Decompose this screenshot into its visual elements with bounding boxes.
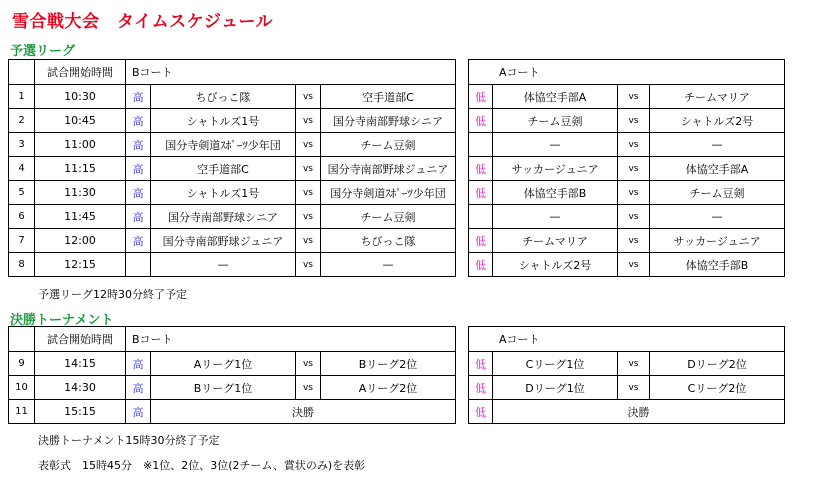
b-team-2: 国分寺剣道ｽﾎﾟｰﾂ少年団 [321,181,456,205]
b-team-1: 国分寺剣道ｽﾎﾟｰﾂ少年団 [151,133,296,157]
vs-label: vs [296,205,321,229]
table-row [9,376,456,400]
vs-label: vs [618,157,650,181]
table-row [9,157,456,181]
start-time: 11:15 [35,157,126,181]
league-end-note: 予選リーグ12時30分終了予定 [38,288,187,301]
match-number: 3 [9,133,35,157]
b-court-mark: 高 [126,229,151,253]
a-court-mark: 低 [469,376,493,400]
final-end-note: 決勝トーナメント15時30分終了予定 [38,434,220,447]
table-row [9,205,456,229]
start-time: 14:15 [35,352,126,376]
a-team-2: — [650,133,785,157]
b-team-1: 空手道部C [151,157,296,181]
a-team-2: サッカージュニア [650,229,785,253]
b-team-2: — [321,253,456,277]
vs-label: vs [618,229,650,253]
vs-label: vs [296,109,321,133]
a-team-2: 体協空手部A [650,157,785,181]
a-court-header: Aコート [469,60,785,85]
table-row [9,109,456,133]
a-team-1: チームマリア [493,229,618,253]
a-court-mark [469,205,493,229]
a-team-2: チームマリア [650,85,785,109]
league-a-table [468,59,785,277]
a-team-1: 体協空手部A [493,85,618,109]
b-court-mark: 高 [126,157,151,181]
vs-label: vs [296,229,321,253]
a-team-1: チーム豆剣 [493,109,618,133]
start-time: 11:30 [35,181,126,205]
vs-label: vs [296,157,321,181]
b-team-2: チーム豆剣 [321,205,456,229]
vs-label: vs [618,133,650,157]
match-number: 7 [9,229,35,253]
b-team-2: ちびっこ隊 [321,229,456,253]
match-number: 10 [9,376,35,400]
table-row [469,352,785,376]
vs-label: vs [618,205,650,229]
match-number: 2 [9,109,35,133]
b-final-match: 決勝 [151,400,456,424]
a-court-mark: 低 [469,352,493,376]
match-number: 1 [9,85,35,109]
match-number: 5 [9,181,35,205]
award-note: 表彰式 15時45分 ※1位、2位、3位(2チーム、賞状のみ)を表彰 [38,459,366,472]
table-row [9,352,456,376]
b-team-1: Bリーグ1位 [151,376,296,400]
table-row [469,133,785,157]
table-row [9,85,456,109]
league-b-table [8,59,456,277]
a-court-header: Aコート [469,327,785,352]
league-heading: 予選リーグ [10,44,76,59]
a-court-mark: 低 [469,85,493,109]
a-court-mark: 低 [469,400,493,424]
start-time: 12:00 [35,229,126,253]
vs-label: vs [296,352,321,376]
a-team-1: — [493,133,618,157]
b-court-mark: 高 [126,181,151,205]
a-team-2: シャトルズ2号 [650,109,785,133]
start-time: 11:00 [35,133,126,157]
time-header: 試合開始時間 [35,327,126,352]
table-row [469,253,785,277]
a-final-match: 決勝 [493,400,785,424]
table-row [469,157,785,181]
start-time: 10:45 [35,109,126,133]
b-team-1: ちびっこ隊 [151,85,296,109]
b-court-mark [126,253,151,277]
match-number: 9 [9,352,35,376]
table-row [469,109,785,133]
b-court-mark: 高 [126,400,151,424]
b-court-mark: 高 [126,85,151,109]
b-team-1: シャトルズ1号 [151,181,296,205]
vs-label: vs [296,253,321,277]
vs-label: vs [618,352,650,376]
b-court-mark: 高 [126,133,151,157]
table-row [9,253,456,277]
a-team-2: 体協空手部B [650,253,785,277]
a-team-1: 体協空手部B [493,181,618,205]
a-team-1: Cリーグ1位 [493,352,618,376]
a-team-1: Dリーグ1位 [493,376,618,400]
b-court-mark: 高 [126,376,151,400]
a-court-mark: 低 [469,181,493,205]
b-team-2: 国分寺南部野球シニア [321,109,456,133]
match-number: 11 [9,400,35,424]
final-heading: 決勝トーナメント [10,313,114,328]
start-time: 14:30 [35,376,126,400]
final-a-table [468,326,785,424]
start-time: 10:30 [35,85,126,109]
table-row [469,400,785,424]
vs-label: vs [296,376,321,400]
b-team-2: 国分寺南部野球ジュニア [321,157,456,181]
final-b-table [8,326,456,424]
table-row [469,205,785,229]
a-team-1: シャトルズ2号 [493,253,618,277]
b-team-2: Aリーグ2位 [321,376,456,400]
table-row [469,229,785,253]
b-court-mark: 高 [126,352,151,376]
b-team-1: Aリーグ1位 [151,352,296,376]
a-court-mark: 低 [469,229,493,253]
table-row [469,85,785,109]
a-court-mark: 低 [469,109,493,133]
a-court-mark [469,133,493,157]
table-row [9,400,456,424]
b-team-1: 国分寺南部野球シニア [151,205,296,229]
b-team-1: — [151,253,296,277]
match-number: 8 [9,253,35,277]
vs-label: vs [618,109,650,133]
vs-label: vs [618,85,650,109]
vs-label: vs [296,133,321,157]
b-team-2: 空手道部C [321,85,456,109]
b-court-header: Bコート [126,60,456,85]
a-team-2: — [650,205,785,229]
vs-label: vs [618,253,650,277]
start-time: 12:15 [35,253,126,277]
b-court-header: Bコート [126,327,456,352]
vs-label: vs [296,181,321,205]
a-court-mark: 低 [469,253,493,277]
b-team-1: シャトルズ1号 [151,109,296,133]
vs-label: vs [296,85,321,109]
a-team-2: チーム豆剣 [650,181,785,205]
b-team-2: Bリーグ2位 [321,352,456,376]
table-row [9,181,456,205]
a-team-2: Cリーグ2位 [650,376,785,400]
b-court-mark: 高 [126,109,151,133]
page-title: 雪合戦大会 タイムスケジュール [12,12,274,32]
start-time: 11:45 [35,205,126,229]
time-header: 試合開始時間 [35,60,126,85]
vs-label: vs [618,181,650,205]
match-number: 4 [9,157,35,181]
table-row [469,376,785,400]
b-court-mark: 高 [126,205,151,229]
match-number: 6 [9,205,35,229]
table-row [9,133,456,157]
table-row [469,181,785,205]
b-team-1: 国分寺南部野球ジュニア [151,229,296,253]
vs-label: vs [618,376,650,400]
table-row [9,229,456,253]
a-team-1: サッカージュニア [493,157,618,181]
b-team-2: チーム豆剣 [321,133,456,157]
a-team-2: Dリーグ2位 [650,352,785,376]
start-time: 15:15 [35,400,126,424]
a-team-1: — [493,205,618,229]
a-court-mark: 低 [469,157,493,181]
